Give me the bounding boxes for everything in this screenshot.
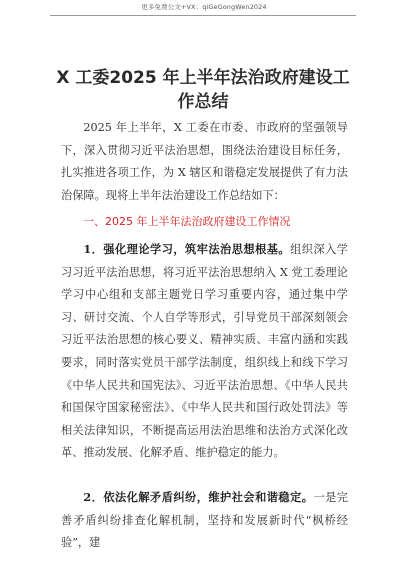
paragraph-1 [61,238,348,465]
paragraph-1-lead: 1．强化理论学习，筑牢法治思想根基。 [83,242,291,256]
paragraph-2-lead: 2．依法化解矛盾纠纷，维护社会和谐稳定。 [83,490,314,504]
paragraph-1-body: 组织深入学习习近平法治思想，将习近平法治思想纳入 X 党工委理论学习中心组和支部主题党日学习重要内容，通过集中学习、研讨交流、个人自学等形式，引导党员干部深刻领会习近平法治思想的核心要义、精神实质、丰富内涵和实践要求，同时落实党员干部学法制度，组织线上和线下学习《中华人民共和国宪法》、习近平法治思想、《中华人民共和国保守国家秘密法》、《中华人民共和国行政处罚法》等相关法律知识，不断提高运用法治思维和法治方式深化改革、推动发展、化解矛盾、维护稳定的能力。 [61,243,348,460]
paragraph-2 [61,486,348,555]
section-heading: 一、2025 年上半年法治政府建设工作情况 [83,215,291,228]
header-watermark: 更多免费公文+VX：qiGeGongWen2024 [141,3,267,11]
header-divider [50,15,356,16]
document-title: X 工委2025 年上半年法治政府建设工作总结 [56,68,350,112]
intro-paragraph: 2025 年上半年，X 工委在市委、市政府的坚强领导下，深入贯彻习近平法治思想，围绕法治建设目标任务，扎实推进各项工作，为 X 辖区和谐稳定发展提供了有力法治保障。现将上半年法治建设工作总结如下： [61,121,348,202]
paragraph-2-body: 一是完善矛盾纠纷排查化解机制，坚持和发展新时代“枫桥经验”，建 [61,491,348,550]
